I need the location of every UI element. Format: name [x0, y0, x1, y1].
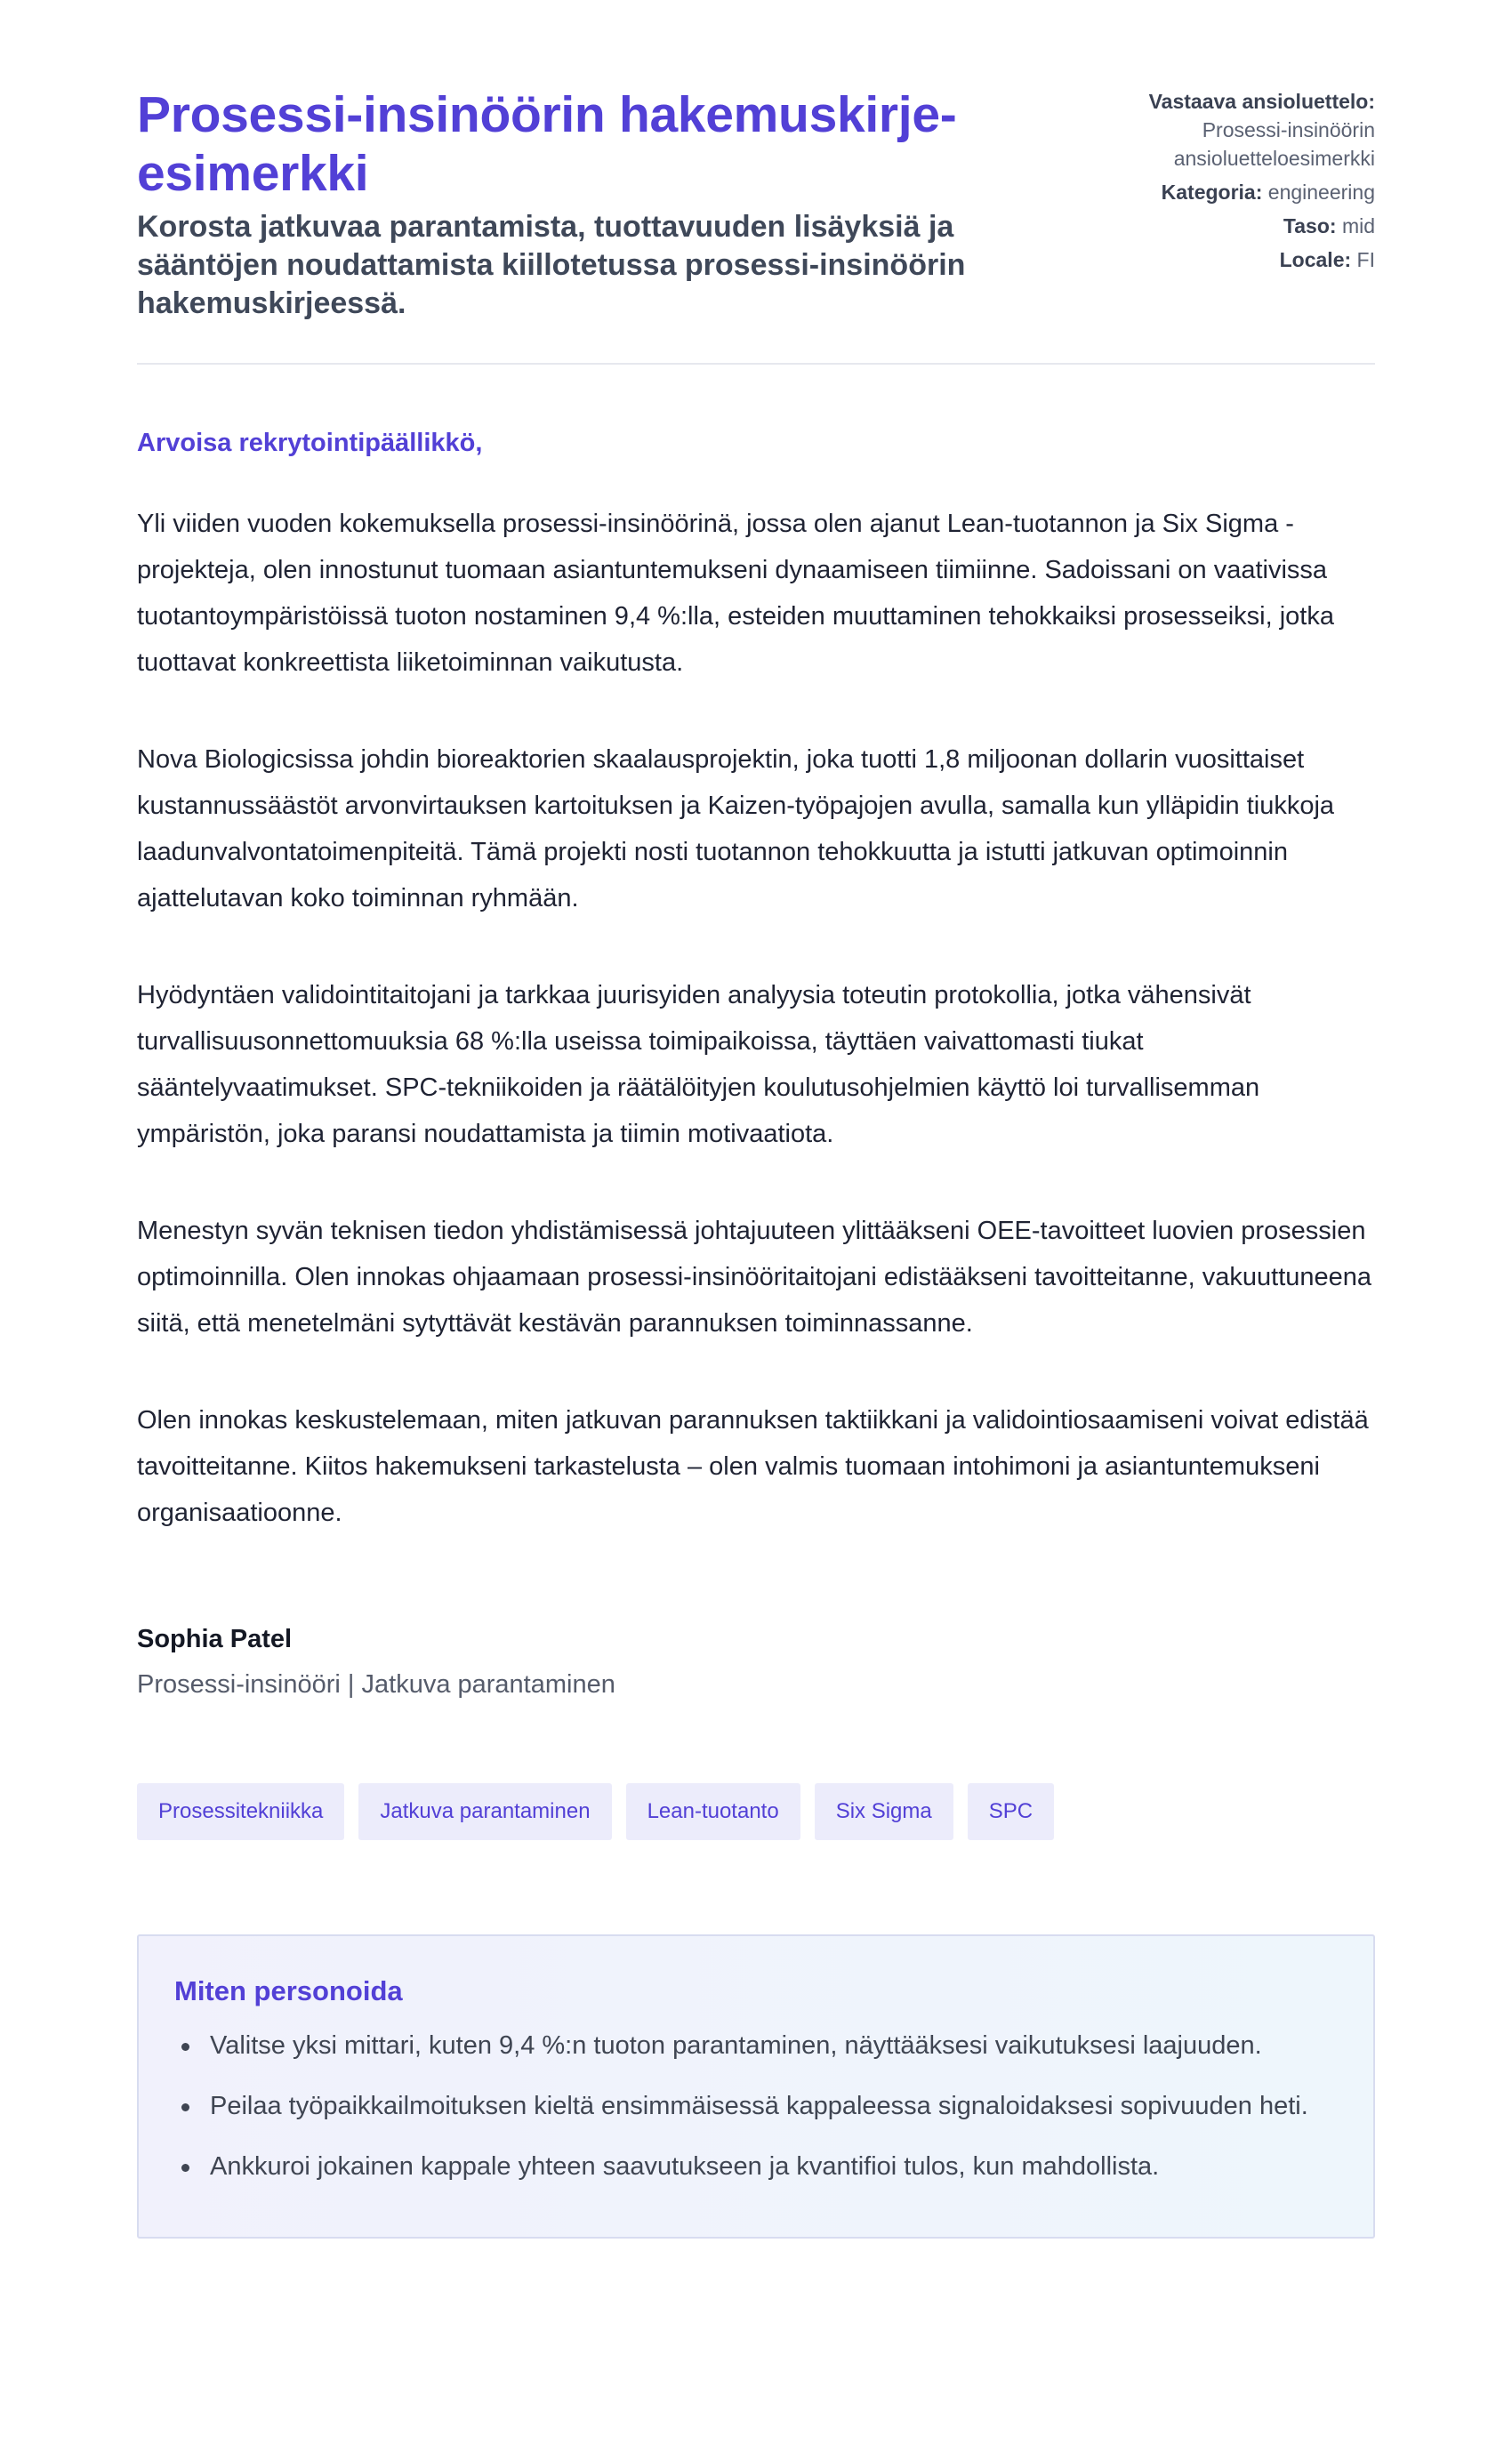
tag-lean-tuotanto[interactable]: Lean-tuotanto [626, 1783, 800, 1840]
letter-paragraph-2: Nova Biologicsissa johdin bioreaktorien skaalausprojektin, joka tuotti 1,8 miljoonan dollarin vuosittaiset kustannussäästöt arvonvirtauksen kartoituksen ja Kaizen-työpajojen avulla, samalla kun ylläpidin tiukkoja laadunvalvontatoimenpiteitä. Tämä projekti nosti tuotannon tehokkuutta ja istutti jatkuvan optimoinnin ajattelutavan koko toiminnan ryhmään. [137, 745, 1335, 912]
meta-locale [1001, 245, 1375, 274]
page-subtitle: Korosta jatkuvaa parantamista, tuottavuuden lisäyksiä ja sääntöjen noudattamista kiillotetussa prosessi-insinöörin hakemuskirjeessä. [137, 210, 966, 320]
meta-level-value: mid [1341, 214, 1375, 237]
tag-six-sigma[interactable]: Six Sigma [815, 1783, 953, 1840]
meta-panel [1001, 87, 1375, 279]
letter-paragraph-4: Menestyn syvän teknisen tiedon yhdistämisessä johtajuuteen ylittääkseni OEE-tavoitteet luovien prosessien optimoinnilla. Olen innokas ohjaamaan prosessi-insinööritaitojani edistääkseni tavoitteitanne, vakuuttuneena siitä, että menetelmäni sytyttävät kestävän parannuksen toiminnassanne. [137, 1217, 1372, 1338]
personalization-tips [137, 1934, 1375, 2239]
tag-prosessitekniikka[interactable]: Prosessitekniikka [137, 1783, 344, 1840]
signature-role: Prosessi-insinööri | Jatkuva parantaminen [137, 1670, 615, 1699]
meta-locale-label: Locale: [1279, 248, 1352, 271]
meta-resume-label: Vastaava ansioluettelo: [1148, 90, 1375, 113]
letter-greeting: Arvoisa rekrytointipäällikkö, [137, 429, 483, 457]
meta-category-value: engineering [1267, 181, 1375, 204]
meta-category [1001, 178, 1375, 206]
letter-body [137, 365, 1375, 2239]
meta-level [1001, 212, 1375, 240]
page-title: Prosessi-insinöörin hakemuskirje-esimerkki [137, 86, 957, 202]
letter-paragraph-1: Yli viiden vuoden kokemuksella prosessi-insinöörinä, jossa olen ajanut Lean-tuotannon ja Six Sigma -projekteja, olen innostunut tuomaan asiantuntemukseni dynaamiseen tiimiinne. Sadoissani on vaativissa tuotantoympäristöissä tuoton nostaminen 9,4 %:lla, esteiden muuttaminen tehokkaiksi prosesseiksi, jotka tuottavat konkreettista liiketoiminnan vaikutusta. [137, 510, 1334, 677]
meta-resume [1001, 87, 1375, 173]
page-header [137, 0, 1375, 365]
meta-category-label: Kategoria: [1161, 181, 1263, 204]
tips-title: Miten personoida [174, 1975, 403, 2006]
letter-paragraph-3: Hyödyntäen validointitaitojani ja tarkkaa juurisyiden analyysia toteutin protokollia, jotka vähensivät turvallisuusonnettomuuksia 68 %:lla useissa toimipaikoissa, täyttäen vaivattomasti tiukat sääntelyvaatimukset. SPC-tekniikoiden ja räätälöityjen koulutusohjelmien käyttö loi turvallisemman ympäristön, joka paransi noudattamista ja tiimin motivaatiota. [137, 981, 1260, 1148]
meta-resume-link[interactable]: Prosessi-insinöörin ansioluetteloesimerkki [1173, 118, 1375, 170]
skill-tags [137, 1783, 1375, 1840]
meta-level-label: Taso: [1283, 214, 1337, 237]
tag-jatkuva-parantaminen[interactable]: Jatkuva parantaminen [358, 1783, 611, 1840]
meta-locale-value: FI [1356, 248, 1375, 271]
tip-item-1: Valitse yksi mittari, kuten 9,4 %:n tuoton parantaminen, näyttääksesi vaikutuksesi laajuuden. [174, 2023, 1338, 2069]
letter-paragraph-5: Olen innokas keskustelemaan, miten jatkuvan parannuksen taktiikkani ja validointiosaamiseni voivat edistää tavoitteitanne. Kiitos hakemukseni tarkastelusta – olen valmis tuomaan intohimoni ja asiantuntemukseni organisaatioonne. [137, 1406, 1369, 1527]
tag-spc[interactable]: SPC [968, 1783, 1054, 1840]
tips-list [174, 2023, 1338, 2190]
signature-name: Sophia Patel [137, 1625, 293, 1653]
tip-item-3: Ankkuroi jokainen kappale yhteen saavutukseen ja kvantifioi tulos, kun mahdollista. [174, 2144, 1338, 2190]
tip-item-2: Peilaa työpaikkailmoituksen kieltä ensimmäisessä kappaleessa signaloidaksesi sopivuuden heti. [174, 2084, 1338, 2129]
